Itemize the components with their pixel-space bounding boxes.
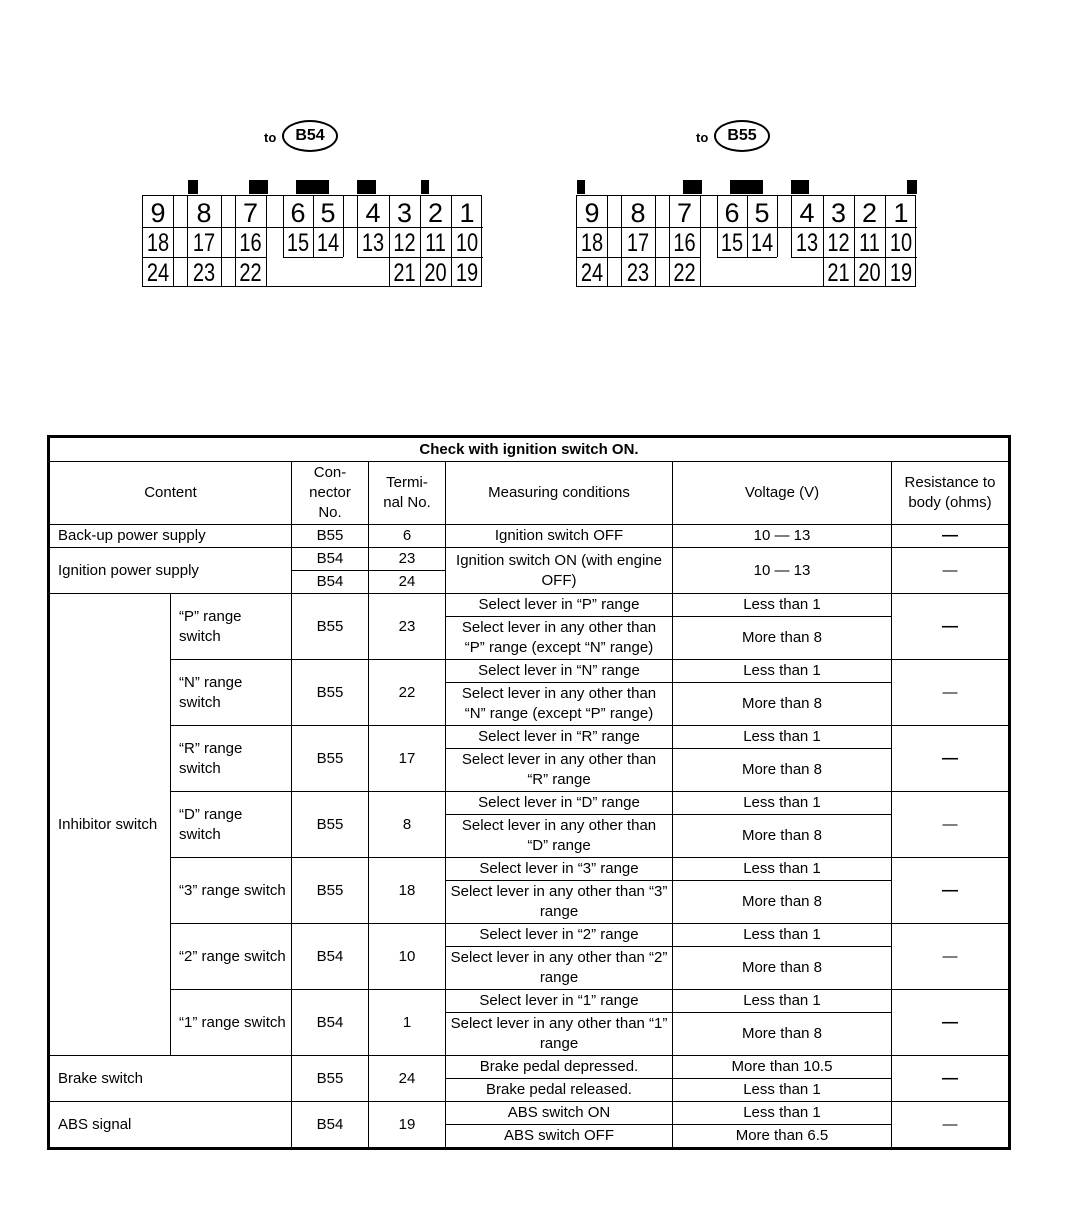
connector-grid-line	[221, 196, 222, 286]
connector-latch	[577, 180, 585, 194]
connector-body	[576, 195, 916, 287]
table-row: Brake pedal released. Less than 1	[49, 1079, 1010, 1102]
table-row: Select lever in any other than “2” range More than 8	[49, 947, 1010, 990]
connector-grid-line	[823, 196, 824, 286]
connector-id-oval: B55	[714, 120, 770, 152]
connector-latch	[730, 180, 763, 194]
header-terminal: Termi- nal No.	[369, 462, 446, 525]
connector-grid-line	[389, 196, 390, 286]
connector-latch	[296, 180, 329, 194]
connector-grid-line	[791, 257, 917, 258]
header-content: Content	[49, 462, 292, 525]
connector-grid-line	[187, 196, 188, 286]
connector-grid-line	[700, 196, 701, 286]
table-row: Inhibitor switch “P” range switch B55 23 Select lever in “P” range Less than 1 —	[49, 594, 1010, 617]
connector-pin-21: 21	[827, 259, 850, 287]
connector-pin-1: 1	[459, 198, 475, 228]
connector-grid-line	[607, 196, 608, 286]
table-row: Select lever in any other than “R” range More than 8	[49, 749, 1010, 792]
table-row: Select lever in any other than “P” range (except “N” range) More than 8	[49, 617, 1010, 660]
connector-latch	[188, 180, 198, 194]
connector-grid-line	[655, 196, 656, 286]
connector-grid-line	[357, 257, 483, 258]
connector-pin-7: 7	[242, 198, 259, 228]
connector-pin-22: 22	[673, 259, 696, 287]
connector-pin-18: 18	[580, 229, 604, 257]
table-row: “N” range switch B55 22 Select lever in “N” range Less than 1 —	[49, 660, 1010, 683]
connector-pin-9: 9	[150, 198, 166, 228]
connector-pin-14: 14	[750, 229, 774, 257]
connector-grid-line	[451, 196, 452, 286]
connector-pin-1: 1	[893, 198, 909, 228]
connector-pin-13: 13	[361, 229, 385, 257]
connector-pin-19: 19	[889, 259, 913, 287]
connector-id-oval: B54	[282, 120, 338, 152]
table-row: “3” range switch B55 18 Select lever in “3” range Less than 1 —	[49, 858, 1010, 881]
connector-pin-5: 5	[320, 198, 336, 228]
connector-pin-2: 2	[861, 198, 878, 228]
connector-pin-4: 4	[365, 198, 381, 228]
connector-pin-15: 15	[286, 229, 310, 257]
connector-diagram-b54: to B54 9 8 7 6 5 4 3 2 1 18 17 16 15 14 13 12 11 10 24 23 22 21 20 19	[140, 118, 485, 293]
connector-pin-3: 3	[830, 198, 847, 228]
table-row: B54 24	[49, 571, 1010, 594]
header-resistance: Resistance to body (ohms)	[892, 462, 1010, 525]
table-row: Select lever in any other than “1” range More than 8	[49, 1013, 1010, 1056]
inhibitor-switch-label: Inhibitor switch	[49, 594, 171, 1056]
connector-pin-16: 16	[673, 229, 696, 257]
connector-grid-line	[717, 257, 777, 258]
connector-pin-8: 8	[196, 198, 212, 228]
connector-pin-24: 24	[146, 259, 170, 287]
connector-pin-17: 17	[626, 229, 650, 257]
table-row: Select lever in any other than “D” range More than 8	[49, 815, 1010, 858]
table-row: Ignition power supply B54 23 Ignition switch ON (with engine OFF) 10 — 13 —	[49, 548, 1010, 571]
table-row: “1” range switch B54 1 Select lever in “1” range Less than 1 —	[49, 990, 1010, 1013]
connector-pin-6: 6	[290, 198, 306, 228]
connector-pin-10: 10	[889, 229, 913, 257]
connector-pin-13: 13	[795, 229, 819, 257]
connector-pin-21: 21	[393, 259, 416, 287]
connector-pin-11: 11	[425, 229, 446, 257]
connector-pin-8: 8	[630, 198, 646, 228]
connector-pin-18: 18	[146, 229, 170, 257]
header-conditions: Measuring conditions	[446, 462, 673, 525]
connector-pin-7: 7	[676, 198, 693, 228]
ignition-check-table	[47, 435, 1011, 1150]
table-row: ABS signal B54 19 ABS switch ON Less than 1 —	[49, 1102, 1010, 1125]
table-row: “R” range switch B55 17 Select lever in “R” range Less than 1 —	[49, 726, 1010, 749]
table-row: “2” range switch B54 10 Select lever in “2” range Less than 1 —	[49, 924, 1010, 947]
connector-grid-line	[577, 227, 917, 228]
header-voltage: Voltage (V)	[673, 462, 892, 525]
connector-pin-6: 6	[724, 198, 740, 228]
table-row: Back-up power supply B55 6 Ignition switch OFF 10 — 13 —	[49, 525, 1010, 548]
connector-grid-line	[235, 196, 236, 286]
connector-grid-line	[669, 196, 670, 286]
connector-pin-10: 10	[455, 229, 479, 257]
connector-latch	[357, 180, 376, 194]
table-row: Select lever in any other than “3” range More than 8	[49, 881, 1010, 924]
connector-pin-23: 23	[192, 259, 216, 287]
connector-pin-2: 2	[427, 198, 444, 228]
connector-grid-line	[283, 257, 343, 258]
connector-pin-9: 9	[584, 198, 600, 228]
connector-pin-11: 11	[859, 229, 880, 257]
connector-pin-12: 12	[827, 229, 850, 257]
table-row: Select lever in any other than “N” range (except “P” range) More than 8	[49, 683, 1010, 726]
table-row: “D” range switch B55 8 Select lever in “D” range Less than 1 —	[49, 792, 1010, 815]
connector-pin-15: 15	[720, 229, 744, 257]
connector-pin-22: 22	[239, 259, 262, 287]
connector-pin-3: 3	[396, 198, 413, 228]
connector-grid-line	[266, 196, 267, 286]
connector-pin-20: 20	[424, 259, 447, 287]
connector-pin-24: 24	[580, 259, 604, 287]
connector-pin-16: 16	[239, 229, 262, 257]
connector-pin-5: 5	[754, 198, 770, 228]
connector-latch	[421, 180, 429, 194]
connector-grid-line	[854, 196, 855, 286]
connector-body	[142, 195, 482, 287]
connector-pin-12: 12	[393, 229, 416, 257]
connector-latch	[249, 180, 268, 194]
connector-grid-line	[577, 257, 700, 258]
connector-grid-line	[173, 196, 174, 286]
connector-grid-line	[885, 196, 886, 286]
connector-pin-23: 23	[626, 259, 650, 287]
connector-latch	[683, 180, 702, 194]
connector-grid-line	[621, 196, 622, 286]
connector-pin-19: 19	[455, 259, 479, 287]
connector-latch	[791, 180, 809, 194]
table-row: Brake switch B55 24 Brake pedal depressed. More than 10.5 —	[49, 1056, 1010, 1079]
connector-grid-line	[143, 257, 266, 258]
table-title: Check with ignition switch ON.	[49, 437, 1010, 462]
connector-grid-line	[420, 196, 421, 286]
header-connector: Con- nector No.	[292, 462, 369, 525]
table-row: ABS switch OFF More than 6.5	[49, 1125, 1010, 1149]
connector-pin-20: 20	[858, 259, 881, 287]
connector-pin-4: 4	[799, 198, 815, 228]
connector-grid-line	[143, 227, 483, 228]
connector-pin-17: 17	[192, 229, 216, 257]
connector-diagram-b55: to B55 9 8 7 6 5 4 3 2 1 18 17 16 15 14 13 12 11 10 24 23 22 21 20 19	[574, 118, 919, 293]
connector-pin-14: 14	[316, 229, 340, 257]
connector-latch	[907, 180, 917, 194]
